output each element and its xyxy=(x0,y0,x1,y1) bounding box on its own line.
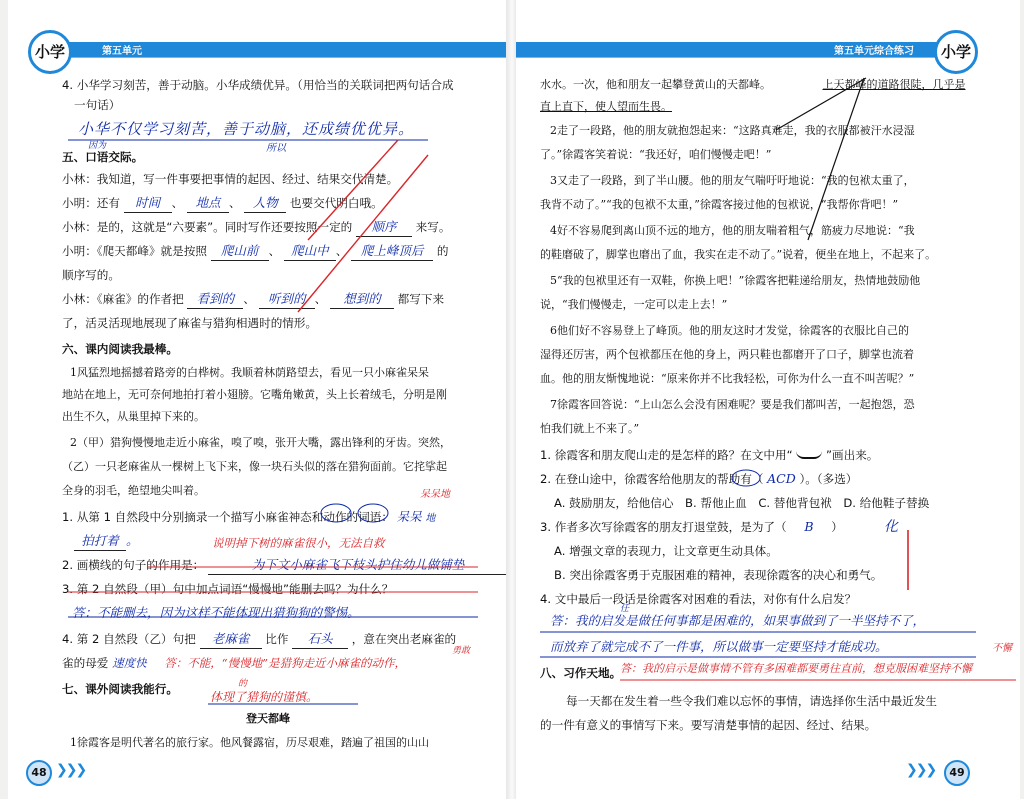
q4-prompt-2: 一句话） xyxy=(74,98,121,112)
q1-answer-suffix: 地 xyxy=(425,513,436,524)
blank-before: 爬山前 xyxy=(211,242,269,261)
q1-answer-2: 拍打着 。 xyxy=(74,532,139,551)
blank-thought: 想到的 xyxy=(330,290,394,309)
dialogue-1: 小林：我知道，写一件事要把事情的起因、经过、结果交代清楚。 xyxy=(62,172,399,186)
question-text: 2. 画横线的句子的作用是： xyxy=(62,558,205,572)
story-para-6a: 6他们好不容易登上了峰顶。他的朋友这时才发觉，徐霞客的衣服比自己的 xyxy=(550,324,909,337)
unit-header: 第五单元综合练习 xyxy=(834,46,914,57)
right-page xyxy=(516,0,1020,799)
blank-during: 爬山中 xyxy=(284,242,336,261)
q2-answer: 为下文小麻雀飞下枝头护住幼儿做铺垫 xyxy=(208,556,508,575)
question-text: ） xyxy=(831,520,843,534)
passage-para-1a: 1风猛烈地摇撼着路旁的白桦树。我顺着林荫路望去，看见一只小麻雀呆呆 xyxy=(70,366,429,379)
section-8-title: 八、习作天地。 xyxy=(540,666,622,680)
q4-red-answer: 答：不能，“慢慢地”是猎狗走近小麻雀的动作， xyxy=(164,656,407,670)
margin-note-daidaidi: 呆呆地 xyxy=(420,489,450,500)
story-q1 xyxy=(540,446,878,464)
story-para-6c: 血。他的朋友惭愧地说：“原来你并不比我轻松，可你为什么一直不叫苦呢？” xyxy=(540,372,915,385)
story-para-5b: 说，“我们慢慢走，一定可以走上去！” xyxy=(540,298,728,311)
q4-blank-1: 老麻雀 xyxy=(200,630,262,649)
blank-time: 时间 xyxy=(124,194,172,213)
story-title: 登天都峰 xyxy=(246,712,290,725)
dialogue-text: 小明：还有 xyxy=(62,196,120,210)
q4-answer-line-1: 答：我的启发是做任何事都是困难的，如果事做到了一半坚持不了， xyxy=(550,613,926,628)
blank-seen: 看到的 xyxy=(187,290,243,309)
dialogue-3 xyxy=(62,218,450,237)
arrows-decoration: ❯❯❯ xyxy=(906,762,936,778)
dialogue-4: 小明：《爬天都峰》就是按照 爬山前 、 爬山中 、 爬上峰顶后 的 xyxy=(62,242,448,261)
section-7-title: 七、课外阅读我能行。 xyxy=(62,682,178,696)
q1-answer-action: 拍打着 xyxy=(74,532,126,551)
reading-q3: 3. 第 2 自然段（甲）句中加点词语“慢慢地”能删去吗？为什么？ xyxy=(62,582,394,596)
reading-q2 xyxy=(62,556,508,575)
header-line xyxy=(48,57,508,58)
passage-para-2c: 全身的羽毛，绝望地尖叫着。 xyxy=(62,484,205,497)
passage-para-1c: 出生不久，从巢里掉下来的。 xyxy=(62,410,205,423)
blank-heard: 听到的 xyxy=(259,290,315,309)
q4-small-note-2: 的 xyxy=(238,679,248,689)
unit-header: 第五单元 xyxy=(102,46,142,57)
q2-choice-answer: ACD xyxy=(767,471,796,486)
page-number: 49 xyxy=(944,760,970,786)
dialogue-text: 都写下来 xyxy=(397,292,445,306)
q3-choice-answer: B xyxy=(804,519,814,534)
story-q3 xyxy=(540,518,843,536)
passage-para-2b: （乙）一只老麻雀从一棵树上飞下来，像一块石头似的落在猎狗面前。它挓挲起 xyxy=(62,460,447,473)
section-6-title: 六、课内阅读我最棒。 xyxy=(62,342,178,356)
q4-answer: 小华不仅学习刻苦，善于动脑，还成绩优优异。 xyxy=(78,120,415,138)
passage-para-2a: 2（甲）猎狗慢慢地走近小麻雀，嗅了嗅，张开大嘴，露出锋利的牙齿。突然， xyxy=(70,436,451,449)
q4-small-note: 勇敢 xyxy=(452,646,471,656)
question-text: 2. 在登山途中，徐霞客给他朋友的帮助有（ xyxy=(540,472,764,486)
reading-q4 xyxy=(62,630,456,649)
story-para-4b: 的鞋磨破了，脚掌也磨出了血，我实在走不动了。”说着，便坐在地上，不起来了。 xyxy=(540,248,937,261)
question-text: 雀的母爱 xyxy=(62,656,109,670)
reading-q1 xyxy=(62,508,435,528)
q4-answer-line-2: 而放弃了就完成不了一件事，所以做事一定要坚持才能成功。 xyxy=(550,639,888,654)
story-para-6b: 湿得还厉害，两个包袱都压在他的身上，两只鞋也都磨开了口子，脚掌也流着 xyxy=(540,348,914,361)
dialogue-5: 小林：《麻雀》的作者把 看到的 、 听到的 、 想到的 都写下来 xyxy=(62,290,444,309)
story-line-2: 直上直下，使人望而生畏。 xyxy=(540,100,672,113)
q3-option-b: B. 突出徐霞客勇于克服困难的精神，表现徐霞客的决心和勇气。 xyxy=(554,568,883,582)
story-para-2a: 2走了一段路，他的朋友就抱怨起来：“这路真难走，我的衣服都被汗水浸湿 xyxy=(550,124,915,137)
question-text: ，意在突出老麻雀的 xyxy=(351,632,457,646)
question-text: 1. 从第 1 自然段中分别摘录一个描写小麻雀神态和动作的词语： xyxy=(62,510,393,524)
story-para-4a: 4好不容易爬到离山顶不远的地方，他的朋友喘着粗气，筋疲力尽地说：“我 xyxy=(550,224,915,237)
question-text: ”画出来。 xyxy=(826,448,879,462)
dialogue-4-end: 顺序写的。 xyxy=(62,268,120,282)
dialogue-text: 来写。 xyxy=(415,220,451,234)
question-text: 比作 xyxy=(265,632,289,646)
school-logo: 小学 xyxy=(934,30,978,74)
q4-answer-note: 因为 xyxy=(88,141,107,151)
story-para-2b: 了。”徐霞客笑着说：“我还好，咱们慢慢走吧！” xyxy=(540,148,772,161)
page-number: 48 xyxy=(26,760,52,786)
q3-answer: 答：不能删去，因为这样不能体现出猎狗狗的警惕。 xyxy=(72,605,360,620)
dialogue-text: 小林：《麻雀》的作者把 xyxy=(62,292,184,306)
question-text: 1. 徐霞客和朋友爬山走的是怎样的路？在文中用“ xyxy=(540,448,793,462)
q3-margin-note: 化 xyxy=(884,519,898,535)
q1-answer: 呆呆 xyxy=(396,509,422,524)
reading-q4-2 xyxy=(62,654,406,672)
passage-para-1b: 地站在地上，无可奈何地拍打着小翅膀。它嘴角嫩黄，头上长着绒毛，分明是刚 xyxy=(62,388,447,401)
q4-blank-2: 石头 xyxy=(292,630,348,649)
q4-red-answer-2: 体现了猎狗的谨慎。 xyxy=(210,690,319,704)
blank-after: 爬上峰顶后 xyxy=(351,242,433,261)
blank-order: 顺序 xyxy=(356,218,412,237)
story-para-7b: 怕我们就上不来了。” xyxy=(540,422,640,435)
q4-note: 速度快 xyxy=(112,656,147,670)
blank-people: 人物 xyxy=(244,194,286,213)
wavy-line-symbol xyxy=(796,451,822,459)
question-text: 4. 第 2 自然段（乙）句把 xyxy=(62,632,196,646)
left-page xyxy=(8,0,508,799)
story-para-5a: 5“我的包袱里还有一双鞋，你换上吧！”徐霞客把鞋递给朋友，热情地鼓励他 xyxy=(550,274,921,287)
q2-red-note: 说明掉下树的麻雀很小，无法自救 xyxy=(212,536,385,550)
q2-options: A. 鼓励朋友，给他信心 B. 帮他止血 C. 替他背包袱 D. 给他鞋子替换 xyxy=(554,496,930,510)
story-q4: 4. 文中最后一段话是徐霞客对困难的看法，对你有什么启发？ xyxy=(540,592,857,606)
dialogue-text: 小明：《爬天都峰》就是按照 xyxy=(62,244,207,258)
story-line-1 xyxy=(540,76,966,94)
story-para-1: 1徐霞客是明代著名的旅行家。他风餐露宿，历尽艰难，踏遍了祖国的山山 xyxy=(70,736,429,749)
story-para-3a: 3又走了一段路，到了半山腰。他的朋友气喘吁吁地说：“我的包袱太重了， xyxy=(550,174,915,187)
story-text: 水水。一次，他和朋友一起攀登黄山的天都峰。 xyxy=(540,78,771,91)
school-logo: 小学 xyxy=(28,30,72,74)
q4-red-note: 不懈 xyxy=(992,643,1012,654)
q4-prompt: 4. 小华学习刻苦，善于动脑。小华成绩优异。（用恰当的关联词把两句话合成 xyxy=(62,78,454,92)
question-text: 3. 作者多次写徐霞客的朋友打退堂鼓，是为了（ xyxy=(540,520,787,534)
story-para-3b: 我背不动了。”“我的包袱不太重，”徐霞客接过他的包袱说，“我帮你背吧！” xyxy=(540,198,899,211)
story-q2 xyxy=(540,470,857,488)
dialogue-text: 小林：是的，这就是“六要素”。同时写作还要按照一定的 xyxy=(62,220,353,234)
story-underlined: 上天都峰的道路很陡，几乎是 xyxy=(822,78,966,91)
q4-small-note: 任 xyxy=(620,604,630,614)
header-line xyxy=(516,57,966,58)
dialogue-5-end: 了，活灵活现地展现了麻雀与猎狗相遇时的情形。 xyxy=(62,316,318,330)
dialogue-2: 小明：还有 时间 、 地点 、 人物 也要交代明白哦。 xyxy=(62,194,383,213)
q4-answer-note-2: 所以 xyxy=(266,143,286,154)
writing-prompt-2: 的一件有意义的事情写下来。要写清楚事情的起因、经过、结果。 xyxy=(540,718,877,732)
question-text: ）。（多选） xyxy=(799,472,858,486)
section-5-title: 五、口语交际。 xyxy=(62,150,144,164)
story-para-7a: 7徐霞客回答说：“上山怎么会没有困难呢？要是我们都叫苦，一起抱怨，恐 xyxy=(550,398,915,411)
writing-prompt-1: 每一天都在发生着一些令我们难以忘怀的事情，请选择你生活中最近发生 xyxy=(566,694,938,708)
blank-place: 地点 xyxy=(187,194,229,213)
q4-red-answer: 答：我的启示是做事情不管有多困难都要勇往直前，想克服困难坚持不懈 xyxy=(620,662,972,675)
dialogue-text: 也要交代明白哦。 xyxy=(289,196,383,210)
arrows-decoration: ❯❯❯ xyxy=(56,762,86,778)
q3-option-a: A. 增强文章的表现力，让文章更生动具体。 xyxy=(554,544,778,558)
dialogue-text: 的 xyxy=(436,244,449,258)
